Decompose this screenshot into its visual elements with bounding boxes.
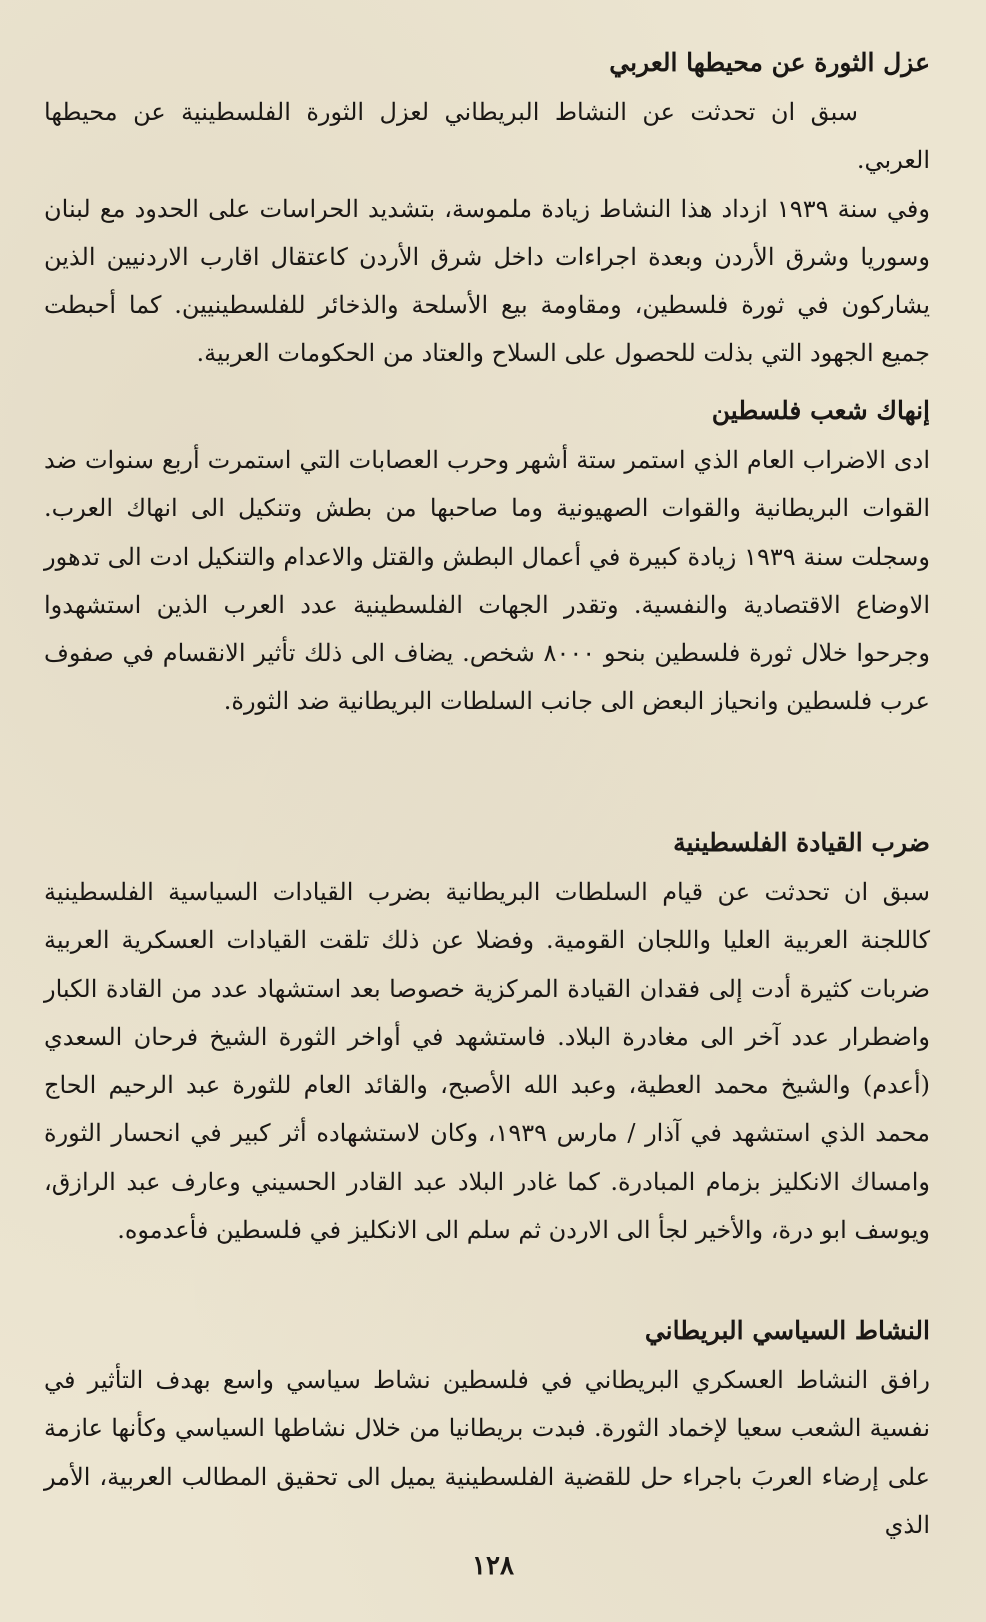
section-heading: إنهاك شعب فلسطين xyxy=(711,396,930,425)
section-heading: عزل الثورة عن محيطها العربي xyxy=(609,48,930,77)
section-exhaustion-of-people xyxy=(44,386,930,788)
paragraph: رافق النشاط العسكري البريطاني في فلسطين نشاط سياسي واسع بهدف التأثير في نفسية الشعب سعيا لإخماد الثورة. فبدت بريطانيا من خلال نشاطها السياسي وكأنها عازمة على إرضاء العربَ باجراء حل للقضية الفلسطينية يميل الى تحقيق المطالب العربية، الأمر الذي xyxy=(44,1366,930,1539)
paragraph: ادى الاضراب العام الذي استمر ستة أشهر وحرب العصابات التي استمرت أربع سنوات ضد القوات البريطانية والقوات الصهيونية وما صاحبها من بطش وتنكيل الى انهاك العرب. وسجلت سنة ١٩٣٩ زيادة كبيرة في أعمال البطش والقتل والاعدام والتنكيل ادت الى تدهور الاوضاع الاقتصادية والنفسية. وتقدر الجهات الفلسطينية عدد العرب الذين استشهدوا وجرحوا خلال ثورة فلسطين بنحو ٨٠٠٠ شخص. يضاف الى ذلك تأثير الانقسام في صفوف عرب فلسطين وانحياز البعض الى جانب السلطات البريطانية ضد الثورة. xyxy=(44,446,930,716)
section-striking-leadership xyxy=(44,818,930,1294)
section-british-political-activity xyxy=(44,1306,930,1539)
page-number: ١٢٨ xyxy=(472,1551,514,1581)
paragraph: وفي سنة ١٩٣٩ ازداد هذا النشاط زيادة ملموسة، بتشديد الحراسات على الحدود مع لبنان وسوريا وشرق الأردن وبعدة اجراءات داخل شرق الأردن كاعتقال اقارب الاردنيين الذين يشاركون في ثورة فلسطين، ومقاومة بيع الأسلحة والذخائر للفلسطينيين. كما أحبطت جميع الجهود التي بذلت للحصول على السلاح والعتاد من الحكومات العربية. xyxy=(44,194,930,368)
section-isolation-of-revolution xyxy=(44,38,930,378)
section-heading: ضرب القيادة الفلسطينية xyxy=(673,828,930,857)
paragraph: سبق ان تحدثت عن قيام السلطات البريطانية بضرب القيادات السياسية الفلسطينية كاللجنة العربية العليا واللجان القومية. وفضلا عن ذلك تلقت القيادات العسكرية العربية ضربات كثيرة أدت إلى فقدان القيادة المركزية خصوصا بعد استشهاد عدد من القادة الكبار واضطرار عدد آخر الى مغادرة البلاد. فاستشهد في أواخر الثورة الشيخ فرحان السعدي (أعدم) والشيخ محمد العطية، وعبد الله الأصبح، والقائد العام للثورة عبد الرحيم الحاج محمد الذي استشهد في آذار / مارس ١٩٣٩، وكان لاستشهاده أثر كبير في انحسار الثورة وامساك الانكليز بزمام المبادرة. كما غادر البلاد عبد القادر الحسيني وعارف عبد الرازق، ويوسف ابو درة، والأخير لجأ الى الاردن ثم سلم الى الانكليز في فلسطين فأعدموه. xyxy=(44,878,931,1245)
paragraph: سبق ان تحدثت عن النشاط البريطاني لعزل الثورة الفلسطينية عن محيطها العربي. xyxy=(44,98,930,175)
section-heading: النشاط السياسي البريطاني xyxy=(644,1316,930,1345)
